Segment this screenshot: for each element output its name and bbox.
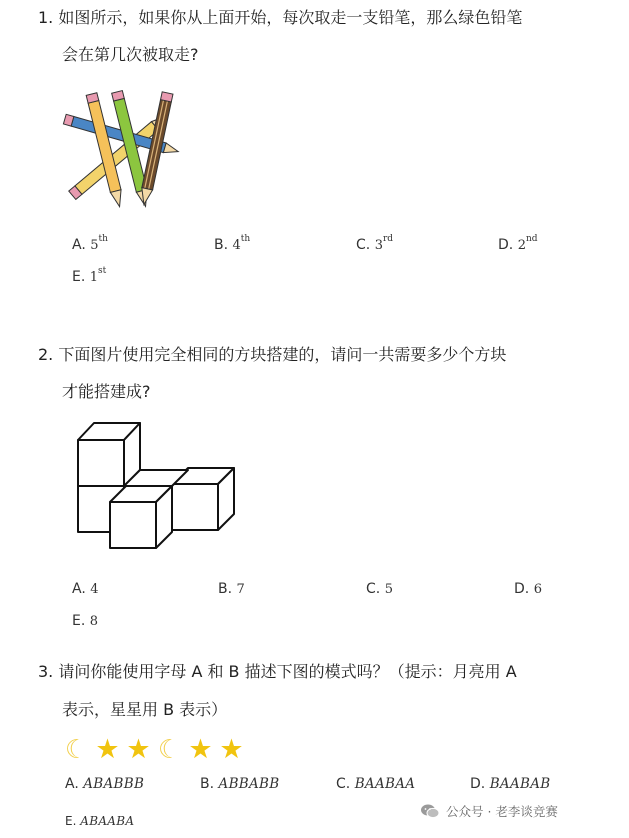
q1-option-b[interactable]: B. 4th [214, 234, 251, 253]
q3-option-a[interactable]: A. ABABBB [65, 776, 145, 792]
q1-text-line1: 1. 如图所示，如果你从上面开始，每次取走一支铅笔，那么绿色铅笔 [38, 8, 523, 27]
q2-option-a[interactable]: A. 4 [72, 581, 99, 597]
q2-option-c[interactable]: C. 5 [366, 581, 393, 597]
cube-front [110, 486, 172, 548]
watermark [420, 802, 558, 820]
q1-option-e[interactable]: E. 1st [72, 266, 107, 285]
cube-top [78, 423, 140, 486]
moon-icon: ☾ [157, 735, 182, 765]
q2-text-line1: 2. 下面图片使用完全相同的方块搭建的，请问一共需要多少个方块 [38, 345, 507, 364]
q1-option-d[interactable]: D. 2nd [498, 234, 538, 253]
watermark-text: 公众号 · 老李谈竞赛 [446, 804, 558, 819]
star-icon: ★ [188, 734, 213, 765]
q2-option-b[interactable]: B. 7 [218, 581, 245, 597]
q3-text-line1: 3. 请问你能使用字母 A 和 B 描述下图的模式吗？（提示：月亮用 A [38, 662, 517, 681]
q3-option-b[interactable]: B. ABBABB [200, 776, 280, 792]
q3-text-line2: 表示，星星用 B 表示） [62, 700, 228, 719]
pencils-figure [62, 88, 192, 213]
q1-text-line2: 会在第几次被取走? [62, 45, 199, 64]
q3-option-d[interactable]: D. BAABAB [470, 776, 551, 792]
moon-star-pattern [61, 736, 247, 763]
q1-option-c[interactable]: C. 3rd [356, 234, 394, 253]
wechat-icon [420, 803, 440, 819]
q2-text-line2: 才能搭建成? [62, 382, 151, 401]
star-icon: ★ [126, 734, 151, 765]
q3-option-e[interactable]: E. ABAABA [65, 814, 135, 828]
q3-option-c[interactable]: C. BAABAA [336, 776, 416, 792]
q2-option-e[interactable]: E. 8 [72, 613, 99, 629]
star-icon: ★ [219, 734, 244, 765]
q1-option-a[interactable]: A. 5th [72, 234, 108, 253]
cube-figure [72, 418, 242, 554]
star-icon: ★ [95, 734, 120, 765]
q2-option-d[interactable]: D. 6 [514, 581, 542, 597]
moon-icon: ☾ [64, 735, 89, 765]
